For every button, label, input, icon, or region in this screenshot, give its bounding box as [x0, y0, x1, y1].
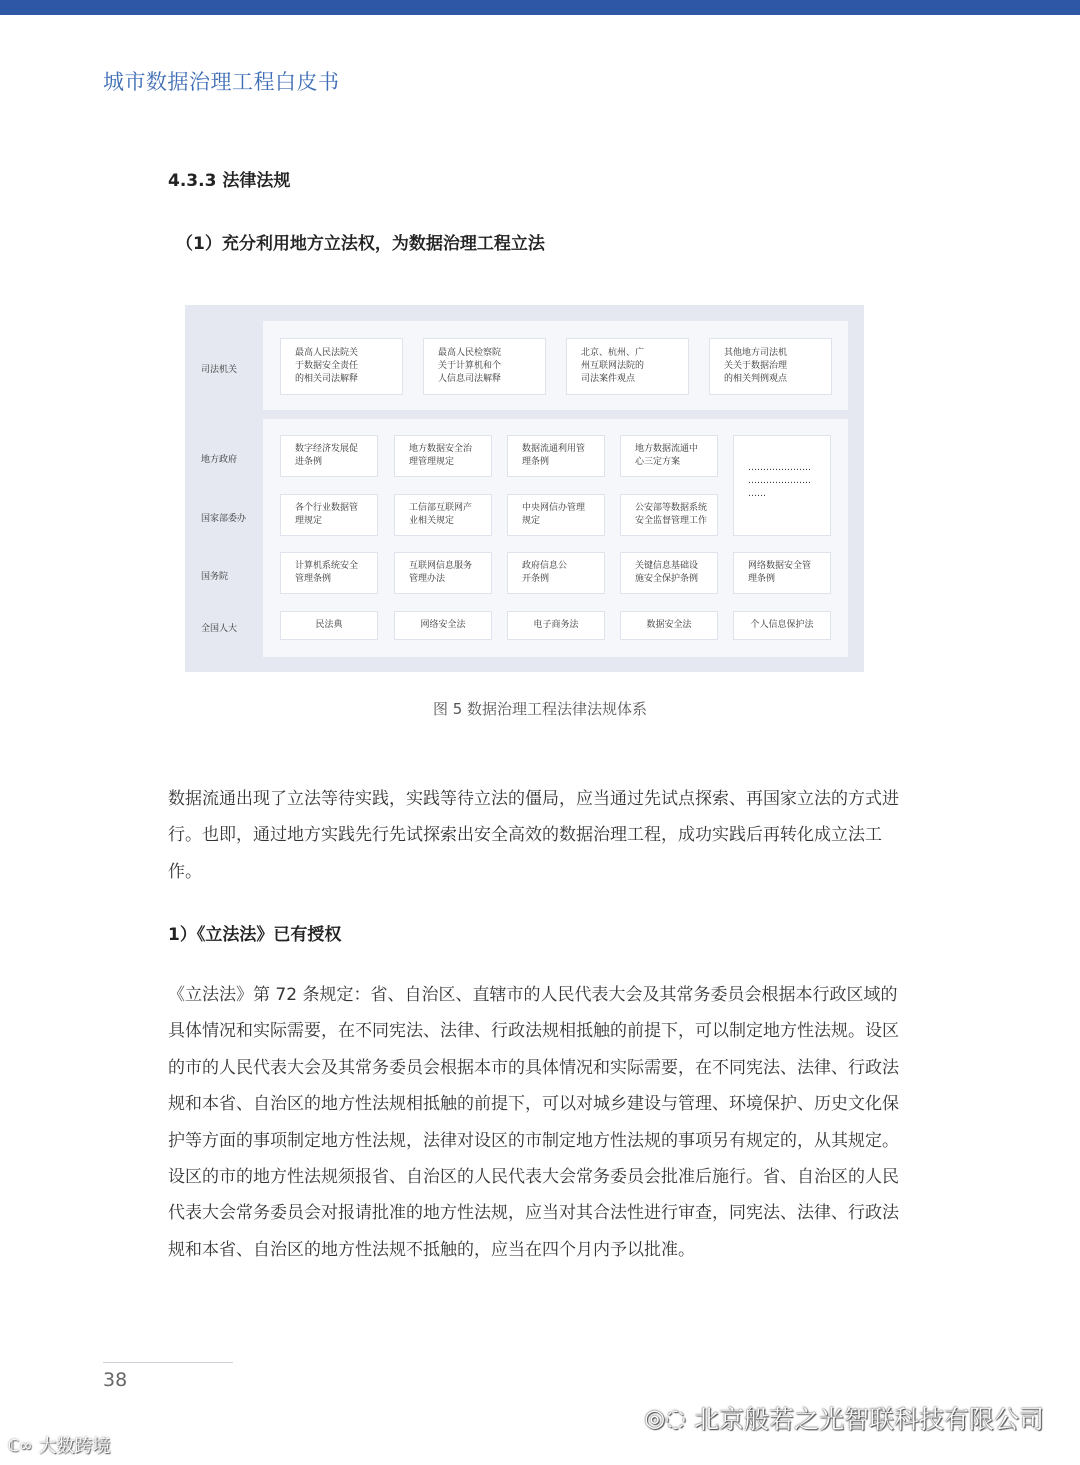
watermark-brand-name: 大数跨境: [38, 1436, 111, 1457]
point-heading: 1）《立法法》已有授权: [168, 925, 342, 945]
top-accent-bar: [0, 0, 1080, 15]
state-council-regulation-box: 互联网信息服务 管理办法: [394, 552, 492, 594]
local-regulation-box: 地方数据流通中 心三定方案: [620, 435, 718, 477]
ministry-regulation-box: 中央网信办管理 规定: [507, 494, 605, 536]
wechat-icon: ◎◌: [644, 1404, 686, 1432]
ministry-regulation-box: 工信部互联网产 业相关规定: [394, 494, 492, 536]
state-council-regulation-box: 政府信息公 开条例: [507, 552, 605, 594]
subsection-heading: （1）充分利用地方立法权，为数据治理工程立法: [176, 234, 545, 254]
running-title: 城市数据治理工程白皮书: [103, 70, 340, 94]
body-paragraph: 《立法法》第 72 条规定：省、自治区、直辖市的人民代表大会及其常务委员会根据本行政区域的具体情况和实际需要，在不同宪法、法律、行政法规相抵触的前提下，可以制定地方性法规。设区的市的人民代表大会及其常务委员会根据本市的具体情况和实际需要，在不同宪法、法律、行政法规和本省、自治区的地方性法规相抵触的前提下，可以对城乡建设与管理、环境保护、历史文化保护等方面的事项制定地方性法规，法律对设区的市制定地方性法规的事项另有规定的，从其规定。设区的市的地方性法规须报省、自治区的人民代表大会常务委员会批准后施行。省、自治区的人民代表大会常务委员会对报请批准的地方性法规，应当对其合法性进行审查，同宪法、法律、行政法规和本省、自治区的地方性法规不抵触的，应当在四个月内予以批准。: [168, 985, 899, 1260]
state-council-regulation-box: 网络数据安全管 理条例: [733, 552, 831, 594]
npc-law-box: 网络安全法: [394, 611, 492, 640]
company-watermark: [644, 1400, 1044, 1436]
local-regulation-box: 数据流通利用管 理条例: [507, 435, 605, 477]
local-regulation-box: 地方数据安全治 理管理规定: [394, 435, 492, 477]
npc-law-box: 数据安全法: [620, 611, 718, 640]
local-regulation-box: 数字经济发展促 进条例: [280, 435, 378, 477]
judicial-box: 最高人民检察院 关于计算机和个 人信息司法解释: [423, 338, 546, 395]
brand-logo-icon: ℂ∞: [8, 1435, 33, 1455]
footer-rule: [103, 1362, 233, 1363]
body-paragraph: 数据流通出现了立法等待实践，实践等待立法的僵局，应当通过先试点探索、再国家立法的方式进行。也即，通过地方实践先行先试探索出安全高效的数据治理工程，成功实践后再转化成立法工作。: [168, 789, 899, 882]
state-council-regulation-box: 计算机系统安全 管理条例: [280, 552, 378, 594]
page-number: 38: [103, 1369, 128, 1391]
state-council-regulation-box: 关键信息基础设 施安全保护条例: [620, 552, 718, 594]
section-heading: 4.3.3 法律法规: [168, 171, 291, 191]
npc-law-box: 个人信息保护法: [733, 611, 831, 640]
judicial-box: 最高人民法院关 于数据安全责任 的相关司法解释: [280, 338, 403, 395]
row-label-local-government: 地方政府: [201, 455, 238, 465]
ministry-regulation-box: 公安部等数据系统 安全监督管理工作: [620, 494, 718, 536]
brand-watermark: [8, 1432, 111, 1458]
ministry-regulation-box: 各个行业数据管 理规定: [280, 494, 378, 536]
judicial-box: 其他地方司法机 关关于数据治理 的相关判例观点: [709, 338, 832, 395]
legal-framework-figure: [185, 305, 864, 672]
ellipsis-box: ………………… ………………… ……: [733, 435, 831, 536]
row-label-npc: 全国人大: [201, 624, 238, 634]
npc-law-box: 电子商务法: [507, 611, 605, 640]
npc-law-box: 民法典: [280, 611, 378, 640]
row-label-ministries: 国家部委办: [201, 514, 247, 524]
watermark-company-name: 北京般若之光智联科技有限公司: [693, 1405, 1044, 1434]
row-label-state-council: 国务院: [201, 572, 229, 582]
judicial-box: 北京、杭州、广 州互联网法院的 司法案件观点: [566, 338, 689, 395]
figure-caption: 图 5 数据治理工程法律法规体系: [432, 700, 648, 718]
row-label-judicial: 司法机关: [201, 365, 238, 375]
